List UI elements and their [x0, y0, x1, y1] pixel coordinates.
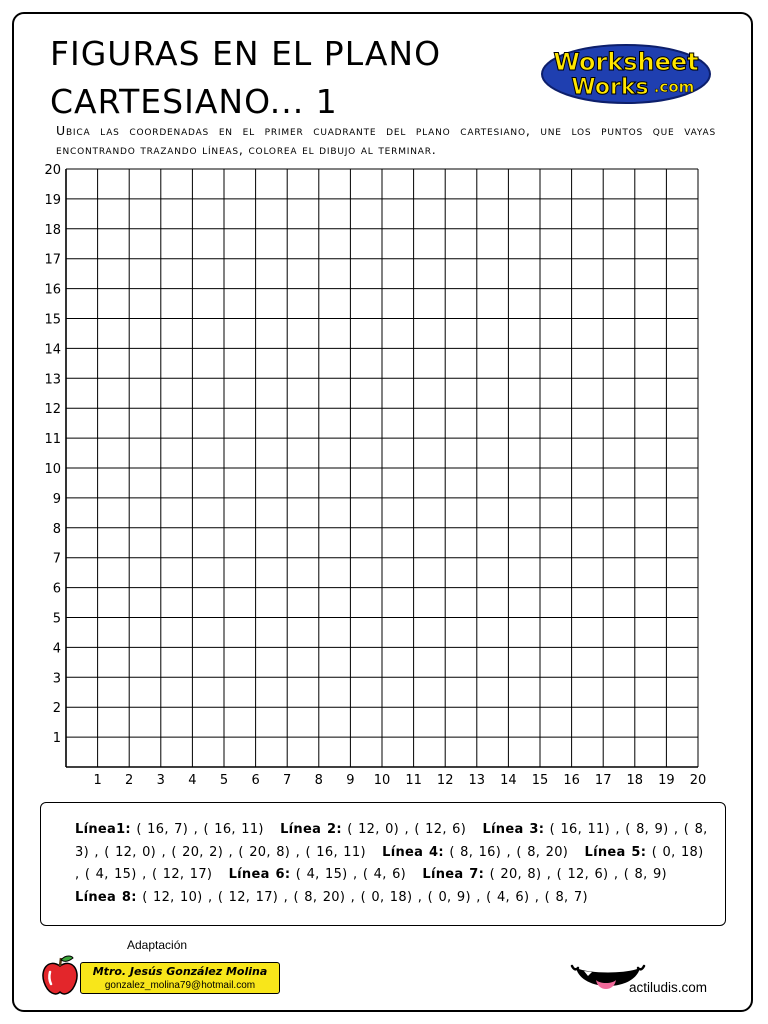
line-point: ( 8, 9)	[623, 867, 667, 882]
x-tick-label: 19	[658, 773, 675, 788]
x-tick-label: 20	[689, 773, 707, 788]
y-tick-label: 4	[52, 641, 61, 657]
y-tick-label: 1	[52, 731, 61, 747]
x-tick-label: 18	[626, 773, 644, 788]
line-point: ( 4, 6)	[486, 889, 530, 905]
line-point: ( 12, 6)	[556, 867, 609, 882]
logo-word-1: Worksheet	[553, 48, 699, 76]
y-tick-label: 19	[44, 192, 61, 208]
logo-suffix: .com	[653, 78, 695, 96]
x-tick-label: 10	[373, 773, 391, 788]
line-point: ( 4, 15)	[295, 867, 348, 882]
author-email: gonzalez_molina79@hotmail.com	[104, 980, 256, 991]
y-tick-label: 10	[44, 462, 61, 477]
author-badge	[80, 962, 280, 994]
y-tick-label: 11	[44, 432, 61, 448]
line-point: ( 16, 7)	[136, 822, 189, 837]
x-tick-label: 16	[563, 773, 580, 788]
line-point: ( 0, 18)	[360, 889, 413, 905]
x-tick-label: 9	[346, 773, 355, 788]
line-label: Línea 7:	[422, 867, 485, 882]
y-tick-label: 12	[44, 402, 61, 418]
line-point: ( 12, 0)	[104, 844, 157, 860]
x-tick-label: 17	[594, 773, 612, 788]
line-point: ( 20, 8)	[238, 844, 291, 860]
page-title	[50, 30, 441, 126]
site-url: actiludis.com	[629, 980, 708, 995]
line-point: ( 12, 17)	[151, 867, 213, 882]
x-tick-label: 1	[93, 773, 102, 788]
line-label: Línea 4:	[382, 844, 444, 860]
x-tick-label: 5	[219, 773, 229, 788]
y-tick-label: 7	[52, 551, 61, 567]
line-label: Línea1:	[75, 822, 131, 837]
y-tick-label: 16	[44, 282, 61, 298]
line-point: ( 4, 6)	[362, 867, 407, 882]
x-tick-label: 4	[188, 773, 197, 788]
line-point: ( 12, 6)	[414, 822, 467, 837]
x-tick-label: 2	[125, 773, 134, 788]
line-point: ( 8, 20)	[516, 844, 569, 860]
line-point: ( 20, 8)	[489, 867, 542, 882]
x-tick-label: 7	[283, 773, 292, 788]
apple-icon	[40, 954, 80, 996]
y-tick-label: 20	[44, 163, 61, 178]
instructions: Ubica las coordenadas en el primer cuadrante del plano cartesiano, une los puntos que vayas encontrando trazando líneas, colorea el dibujo al terminar.	[56, 123, 716, 157]
line-label: Línea 8:	[75, 889, 137, 905]
line-point: ( 16, 11)	[203, 822, 264, 837]
x-tick-label: 15	[531, 773, 549, 788]
line-point: ( 0, 18)	[651, 844, 704, 860]
line-point: ( 8, 9)	[625, 822, 669, 837]
x-tick-label: 11	[405, 773, 422, 788]
author-name: Mtro. Jesús González Molina	[92, 965, 268, 978]
y-tick-label: 17	[44, 252, 61, 268]
line-instructions-box	[40, 802, 726, 926]
y-tick-label: 5	[52, 611, 61, 627]
line-point: ( 4, 15)	[84, 867, 137, 882]
x-tick-label: 13	[468, 773, 486, 788]
y-tick-label: 15	[44, 312, 61, 328]
y-tick-label: 3	[52, 671, 61, 687]
line-point: ( 20, 2)	[171, 844, 224, 860]
line-label: Línea 3:	[482, 822, 545, 837]
worksheetworks-logo	[540, 40, 720, 106]
line-point: ( 12, 0)	[347, 822, 400, 837]
line-label: Línea 5:	[584, 844, 647, 860]
line-point: ( 12, 17)	[217, 889, 279, 905]
y-tick-label: 13	[44, 372, 61, 388]
y-tick-label: 14	[44, 342, 61, 358]
title-line-2: CARTESIANO... 1	[50, 82, 338, 121]
line-point: ( 8, 16)	[449, 844, 502, 860]
line-point: ( 8, 3)	[75, 822, 708, 860]
y-tick-label: 9	[52, 491, 61, 507]
line-instructions-list: Línea1: ( 16, 7) , ( 16, 11) Línea 2: ( 12, 0) , ( 12, 6) Línea 3: ( 16, 11) , ( 8, 9) , ( 8, 3) , ( 12, 0) , ( 20, 2) , ( 20, 8) , ( 16, 11) Línea 4: ( 8, 16) , ( 8, 20) Línea 5: ( 0, 18) , ( 4, 15) , ( 12, 17) Línea 6: ( 4, 15) , ( 4, 6) Línea 7: ( 20, 8) , ( 12, 6) , ( 8, 9) Línea 8: ( 12, 10) , ( 12, 17) , ( 8, 20) , ( 0, 18) , ( 0, 9) , ( 4, 6) , ( 8, 7)	[75, 822, 708, 905]
line-point: ( 8, 20)	[293, 889, 346, 905]
adaptacion-label: Adaptación	[127, 938, 188, 952]
y-tick-label: 6	[52, 581, 61, 597]
line-point: ( 16, 11)	[305, 844, 366, 860]
x-tick-label: 8	[314, 773, 323, 788]
line-point: ( 16, 11)	[549, 822, 610, 837]
y-tick-label: 2	[52, 701, 61, 717]
y-tick-label: 18	[44, 222, 61, 238]
x-tick-label: 14	[500, 773, 517, 788]
line-label: Línea 6:	[228, 867, 291, 882]
x-tick-label: 12	[436, 773, 454, 788]
logo-word-2: Works	[571, 75, 649, 100]
line-point: ( 8, 7)	[544, 889, 588, 905]
x-tick-label: 6	[251, 773, 260, 788]
line-label: Línea 2:	[280, 822, 342, 837]
line-point: ( 12, 10)	[142, 889, 203, 905]
x-tick-label: 3	[156, 773, 165, 788]
y-tick-label: 8	[52, 521, 61, 537]
title-line-1: FIGURAS EN EL PLANO	[50, 34, 442, 73]
line-point: ( 0, 9)	[427, 889, 471, 905]
